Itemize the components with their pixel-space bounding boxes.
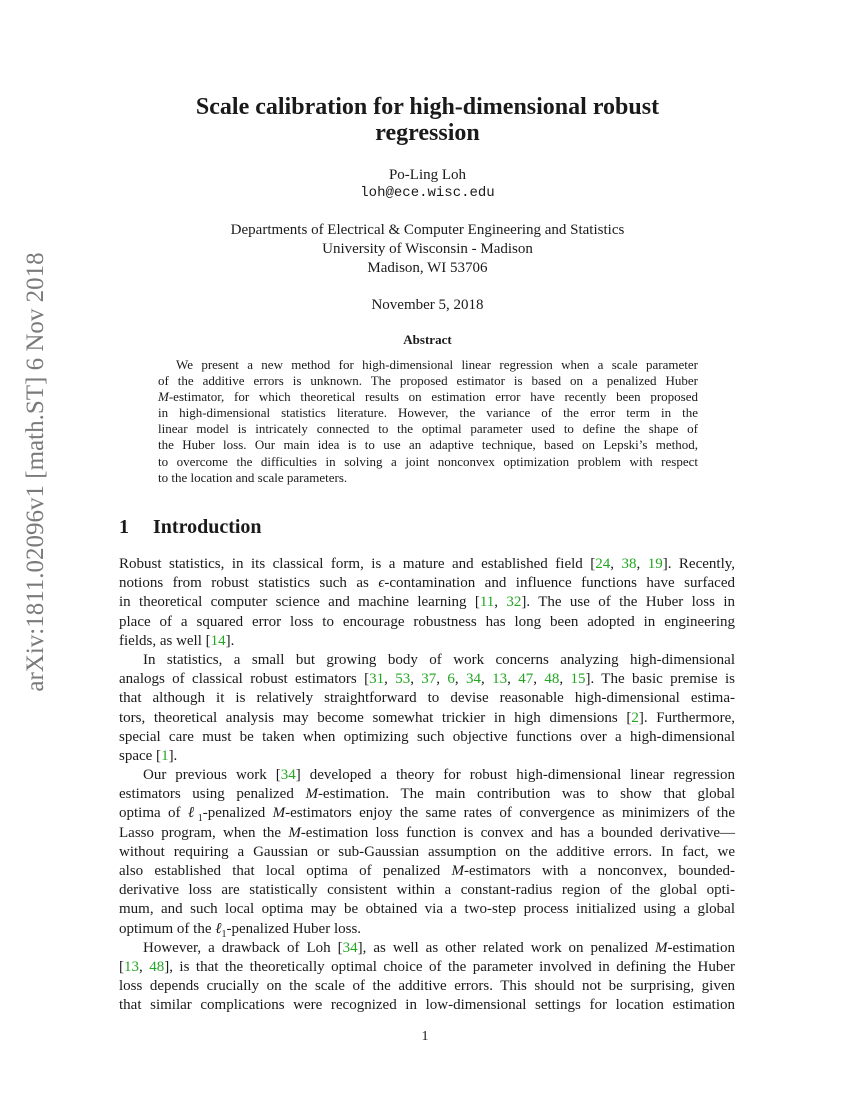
body-line: place of a squared error loss to encourage robustness has long been adopted in engineering	[119, 613, 735, 630]
abstract-line: to overcome the difficulties in solving a joint nonconvex optimization problem with respect	[158, 453, 698, 469]
body-line: derivative loss are statistically consistent within a constant-radius region of the global opti-	[119, 882, 735, 899]
body-line: However, a drawback of Loh [34], as well as other related work on penalized M-estimation	[143, 939, 735, 956]
body-line: fields, as well [14].	[119, 632, 235, 649]
body-line: that similar complications were recognized in low-dimensional settings for location estimation	[119, 997, 735, 1014]
affiliation-line: Departments of Electrical & Computer Engineering and Statistics	[230, 222, 625, 238]
body-line: In statistics, a small but growing body of work concerns analyzing high-dimensional	[143, 651, 735, 668]
arxiv-identifier-stamp: arXiv:1811.02096v1 [math.ST] 6 Nov 2018	[22, 252, 49, 692]
body-line: Robust statistics, in its classical form, is a mature and established field [24, 38, 19]. Recently,	[119, 556, 736, 572]
abstract-line: M-estimator, for which theoretical results on estimation error have recently been proposed	[158, 389, 698, 405]
abstract-line: We present a new method for high-dimensional linear regression when a scale parameter	[176, 357, 698, 372]
body-line: Our previous work [34] developed a theory for robust high-dimensional linear regression	[143, 767, 736, 784]
abstract-line: the Huber loss. Our main idea is to use an adaptive technique, based on Lepski’s method,	[158, 437, 698, 453]
introduction-body	[119, 555, 735, 1016]
section-heading	[119, 515, 262, 539]
body-line: tors, theoretical analysis may become somewhat trickier in high dimensions [2]. Furthermore,	[119, 709, 735, 726]
body-line: analogs of classical robust estimators [31, 53, 37, 6, 34, 13, 47, 48, 15]. The basic premise is	[119, 671, 735, 688]
body-line: special care must be taken when optimizing such objective functions over a high-dimensional	[119, 728, 735, 745]
body-line: in theoretical computer science and machine learning [11, 32]. The use of the Huber loss in	[119, 594, 735, 611]
body-line: space [1].	[119, 747, 178, 764]
body-line: also established that local optima of penalized M-estimators with a nonconvex, bounded-	[119, 863, 736, 879]
abstract-line: in high-dimensional statistics literature. However, the variance of the error term in the	[158, 405, 698, 421]
paper-title-line-2: regression	[375, 120, 480, 146]
page-number: 1	[421, 1029, 429, 1044]
body-line: [13, 48], is that the theoretically optimal choice of the parameter involved in defining the Huber	[119, 958, 736, 975]
section-title: Introduction	[153, 516, 262, 538]
abstract-line: of the additive errors is unknown. The proposed estimator is based on a penalized Huber	[158, 373, 698, 389]
body-line: that although it is relatively straightforward to devise reasonable high-dimensional estima-	[119, 690, 735, 707]
body-line: mum, and such local optima may be obtained via a two-step process initialized using a global	[119, 901, 735, 918]
author-affiliation	[120, 221, 735, 278]
body-line: loss depends crucially on the scale of the additive errors. This should not be surprising, given	[119, 978, 735, 995]
paper-date: November 5, 2018	[371, 297, 484, 313]
body-line: Lasso program, when the M-estimation loss function is convex and has a bounded derivative—	[119, 824, 735, 841]
body-line: optimum of the ℓ$_1$-penalized Huber loss.	[119, 920, 362, 940]
body-line: estimators using penalized M-estimation. The main contribution was to show that global	[119, 786, 735, 803]
author-name: Po-Ling Loh	[388, 167, 467, 183]
abstract-heading: Abstract	[403, 332, 452, 347]
body-line: without requiring a Gaussian or sub-Gaussian assumption on the additive errors. In fact, we	[119, 843, 735, 860]
paper-title	[120, 94, 735, 146]
paper-title-line-1: Scale calibration for high-dimensional robust	[195, 94, 660, 120]
abstract-body	[158, 357, 698, 486]
body-line: optima of ℓ$_1$-penalized M-estimators enjoy the same rates of convergence as minimizers of the	[119, 805, 735, 825]
affiliation-line: Madison, WI 53706	[367, 260, 488, 276]
section-number: 1	[119, 516, 129, 538]
abstract-line: to the location and scale parameters.	[158, 469, 348, 485]
body-line: notions from robust statistics such as ϵ-contamination and influence functions have surfaced	[119, 575, 735, 592]
abstract-line: linear model is intricately connected to the optimal parameter used to define the shape of	[158, 421, 698, 437]
affiliation-line: University of Wisconsin - Madison	[322, 241, 533, 257]
author-email[interactable]: loh@ece.wisc.edu	[360, 185, 495, 201]
